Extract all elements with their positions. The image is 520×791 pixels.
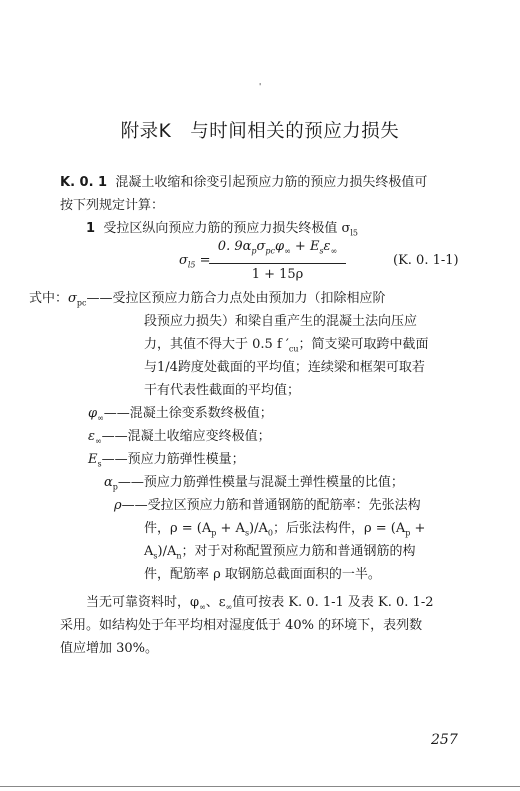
- def-6-line-3: $A_s)/A_n$；对于对称配置预应力筋和普通钢筋的构: [144, 544, 416, 561]
- page-bottom-rule: [0, 786, 520, 787]
- formula-numerator: 0. $9\alpha_p\sigma_{pc}\varphi_\infty + E_s\varepsilon_\infty$: [217, 239, 338, 256]
- section-number: K. 0. 1: [60, 175, 108, 190]
- symbol-phi: φ: [88, 406, 98, 421]
- para-line-1: 当无可靠资料时，$\varphi_\infty$、$\varepsilon_\infty$值可按表 K. 0. 1-1 及表 K. 0. 1-2: [86, 595, 434, 612]
- appendix-title: 附录K 与时间相关的预应力损失: [120, 121, 400, 142]
- formula-lhs-symbol: σ: [179, 253, 188, 268]
- def-1-line-4: 与1/4跨度处截面的平均值；连续梁和框架可取若: [144, 360, 425, 375]
- item-text: 受拉区纵向预应力筋的预应力损失终极值 σ: [103, 221, 351, 236]
- formula-tag: (K. 0. 1-1): [393, 253, 459, 268]
- section-text-2: 按下列规定计算：: [60, 198, 165, 213]
- def-1-line-1: ——受拉区预应力筋合力点处由预加力（扣除相应阶: [86, 291, 386, 306]
- symbol-rho: ρ: [114, 498, 122, 513]
- formula-lhs-sub: l5: [187, 260, 196, 270]
- section-line-2: [60, 194, 164, 217]
- def-6-line-4: 件，配筋率 ρ 取钢筋总截面面积的一半。: [144, 567, 381, 582]
- def-1-line-5: 干有代表性截面的平均值；: [144, 383, 301, 398]
- def-row-4: $E_s——$预应力筋弹性模量；: [88, 452, 245, 469]
- formula-fraction: [205, 238, 350, 284]
- def-1-line-2: 段预应力损失）和梁自重产生的混凝土法向压应: [144, 314, 418, 329]
- symbol-es: E: [88, 452, 98, 467]
- page-number: 257: [431, 732, 458, 748]
- item-sub: l5: [350, 228, 358, 238]
- section-text-1: 混凝土收缩和徐变引起预应力筋的预应力损失终极值可: [115, 175, 428, 190]
- def-row-2: $\varphi_\infty——$混凝土徐变系数终极值；: [88, 406, 273, 423]
- symbol-epsilon: ε: [88, 429, 95, 444]
- def-row-6: ρ——受拉区预应力筋和普通钢筋的配筋率：先张法构: [114, 498, 421, 513]
- para-line-3: 值应增加 30%。: [60, 641, 159, 656]
- where-label: 式中：: [29, 291, 69, 306]
- symbol-alpha: α: [104, 475, 113, 490]
- item-number: 1: [86, 221, 96, 236]
- def-6-line-2: 件，$\rho = (A_p + A_s)/A_0$；后张法构件，$\rho = (A_p$ +: [144, 521, 426, 538]
- section-line-1: [60, 171, 427, 194]
- stray-mark: ': [259, 82, 262, 91]
- symbol-sigma-pc: σ: [68, 291, 77, 306]
- def-1-line-3: 力，其值不得大于 0.5 f $'_{cu}$；简支梁可取跨中截面: [144, 337, 429, 354]
- para-line-2: 采用。如结构处于年平均相对湿度低于 40% 的环境下，表列数: [60, 618, 423, 633]
- def-row-5: $\alpha_p——$预应力筋弹性模量与混凝土弹性模量的比值；: [104, 475, 404, 492]
- formula-denominator: 1 + 15ρ: [251, 266, 304, 282]
- formula-equals: =: [199, 253, 211, 268]
- def-row-3: $\varepsilon_\infty——$混凝土收缩应变终极值；: [88, 429, 271, 446]
- symbol-sigma-pc-sub: pc: [76, 298, 87, 308]
- fraction-bar: [209, 263, 346, 264]
